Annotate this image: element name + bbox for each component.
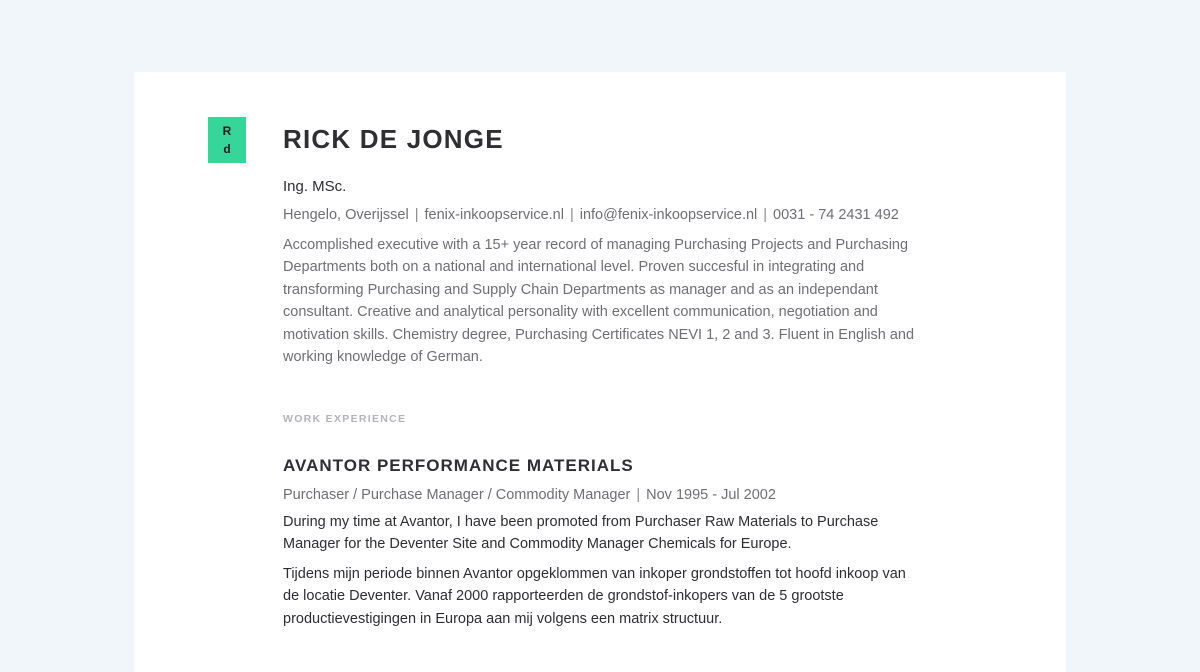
job-role-line xyxy=(283,487,776,503)
job-description: Tijdens mijn periode binnen Avantor opgeklommen van inkoper grondstoffen tot hoofd inkoop van de locatie Deventer. Vanaf 2000 rapporteerden de grondstof-inkopers van de 5 grootste productievestigingen in Europa aan mij volgens een matrix structuur. xyxy=(283,566,906,627)
phone: 0031 - 74 2431 492 xyxy=(773,207,899,223)
job-role: Purchaser / Purchase Manager / Commodity Manager xyxy=(283,487,631,503)
job-period: Nov 1995 - Jul 2002 xyxy=(646,487,776,503)
location: Hengelo, Overijssel xyxy=(283,207,409,223)
contact-line xyxy=(283,207,899,223)
person-name: RICK DE JONGE xyxy=(283,124,504,154)
resume-card xyxy=(134,72,1066,672)
separator: | xyxy=(636,487,641,503)
separator: | xyxy=(763,207,768,223)
initials-avatar xyxy=(208,117,246,163)
avatar-initial-2: d xyxy=(223,142,231,156)
email-link[interactable]: info@fenix-inkoopservice.nl xyxy=(579,207,758,223)
separator: | xyxy=(414,207,419,223)
section-heading-work: WORK EXPERIENCE xyxy=(283,413,407,425)
avatar-initial-1: R xyxy=(222,124,232,138)
website-link[interactable]: fenix-inkoopservice.nl xyxy=(424,207,564,223)
job-company: AVANTOR PERFORMANCE MATERIALS xyxy=(283,456,634,475)
job-description: During my time at Avantor, I have been promoted from Purchaser Raw Materials to Purchase Manager for the Deventer Site and Commodity Manager Chemicals for Europe. xyxy=(283,514,879,553)
separator: | xyxy=(569,207,574,223)
summary: Accomplished executive with a 15+ year record of managing Purchasing Projects and Purchasing Departments both on a national and international level. Proven succesful in integrating and transforming Purchasing and Supply Chain Departments as manager and as an independant consultant. Creative and analytical personality with excellent communication, negotiation and motivation skills. Chemistry degree, Purchasing Certificates NEVI 1, 2 and 3. Fluent in English and working knowledge of German. xyxy=(283,237,915,366)
degree: Ing. MSc. xyxy=(283,178,347,195)
